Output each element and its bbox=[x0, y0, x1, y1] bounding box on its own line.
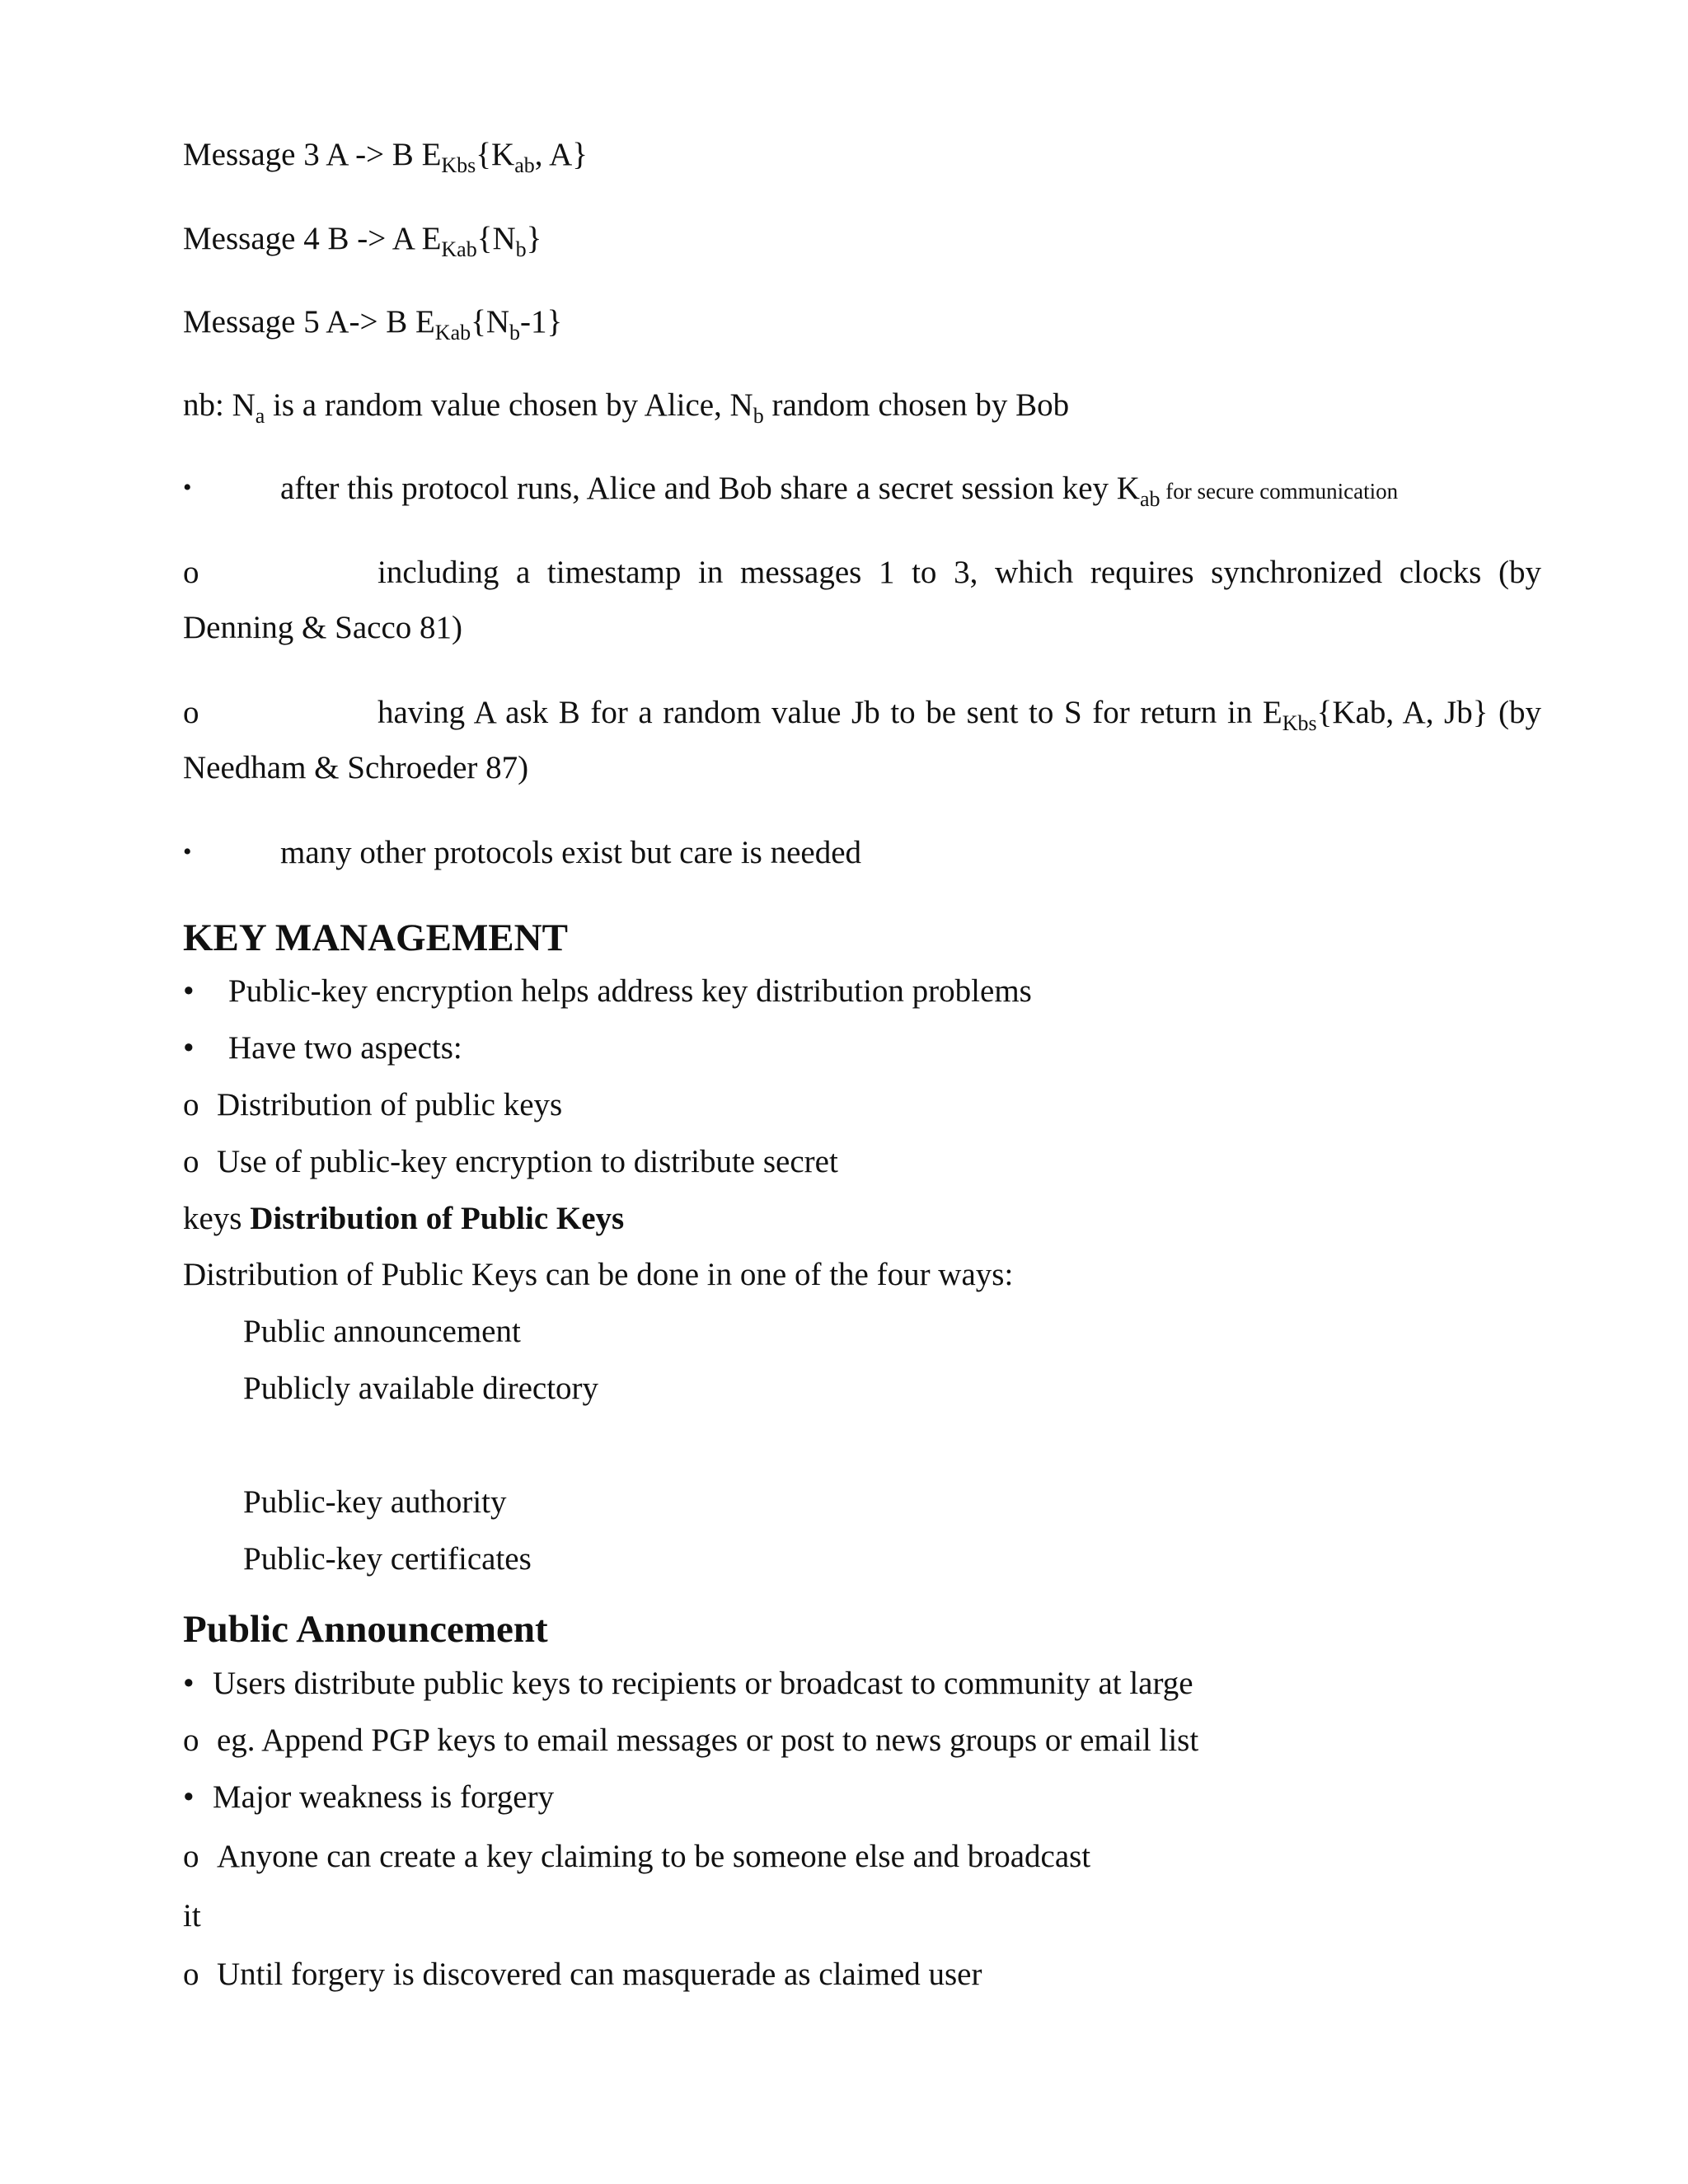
circle-bullet-icon: o bbox=[183, 1722, 199, 1758]
way-public-directory: Publicly available directory bbox=[243, 1371, 599, 1406]
circle-bullet-icon: o bbox=[183, 1839, 199, 1874]
keys-word: keys bbox=[183, 1201, 251, 1236]
message-5-open: {N bbox=[471, 304, 510, 340]
pa-item-5-text: Until forgery is discovered can masquerade as claimed user bbox=[217, 1957, 982, 1992]
public-announcement-heading: Public Announcement bbox=[183, 1608, 548, 1651]
message-5-inner-sub: b bbox=[509, 321, 521, 344]
km-item-2-text: Have two aspects: bbox=[228, 1030, 462, 1066]
message-4-inner-sub: b bbox=[515, 237, 527, 261]
message-4-open: {N bbox=[476, 221, 516, 256]
sub-item-2-sub: Kbs bbox=[1282, 711, 1317, 735]
circle-bullet-icon: o bbox=[183, 1144, 199, 1179]
nb-note bbox=[183, 387, 1070, 428]
bullet-icon: • bbox=[183, 474, 192, 501]
pa-item-4 bbox=[183, 1839, 1091, 1874]
message-3-key-sub: Kbs bbox=[441, 153, 476, 177]
key-management-heading: KEY MANAGEMENT bbox=[183, 916, 568, 959]
way-public-key-authority: Public-key authority bbox=[243, 1484, 507, 1520]
nb-sub-b: b bbox=[753, 404, 764, 428]
message-4-label: Message 4 B -> A E bbox=[183, 221, 442, 256]
pa-item-1 bbox=[183, 1666, 1193, 1701]
pa-item-1-text: Users distribute public keys to recipients or broadcast to community at large bbox=[213, 1666, 1193, 1701]
pa-item-3-text: Major weakness is forgery bbox=[213, 1779, 555, 1815]
nb-middle: is a random value chosen by Alice, N bbox=[265, 387, 753, 423]
km-item-1 bbox=[183, 973, 1032, 1009]
pa-item-4-text: Anyone can create a key claiming to be someone else and broadcast bbox=[217, 1839, 1091, 1874]
bullet-1-sub: ab bbox=[1139, 487, 1160, 511]
pa-item-3 bbox=[183, 1779, 555, 1815]
km-item-4-text: Use of public-key encryption to distribute secret bbox=[217, 1144, 838, 1179]
sub-item-2-text-b: {Kab, A, Jb} (by bbox=[1316, 695, 1541, 730]
bullet-icon: • bbox=[183, 1030, 195, 1066]
pa-item-2 bbox=[183, 1722, 1199, 1758]
way-public-announcement: Public announcement bbox=[243, 1314, 521, 1349]
message-3-close: , A} bbox=[534, 137, 588, 172]
sub-item-1-line-1: including a timestamp in messages 1 to 3, which requires synchronized clocks (by bbox=[377, 555, 1541, 590]
message-4-key-sub: Kab bbox=[441, 237, 477, 261]
bullet-1-text: after this protocol runs, Alice and Bob share a secret session key K bbox=[280, 471, 1140, 506]
km-item-3 bbox=[183, 1087, 563, 1122]
message-3-inner-sub: ab bbox=[514, 153, 535, 177]
sub-item-2-line-2: Needham & Schroeder 87) bbox=[183, 750, 529, 785]
km-item-2 bbox=[183, 1030, 462, 1066]
km-item-3-text: Distribution of public keys bbox=[217, 1087, 563, 1122]
message-5 bbox=[183, 304, 563, 344]
message-3-label: Message 3 A -> B E bbox=[183, 137, 442, 172]
km-item-1-text: Public-key encryption helps address key distribution problems bbox=[228, 973, 1032, 1009]
circle-bullet-icon: o bbox=[183, 1087, 199, 1122]
distribution-subheading: Distribution of Public Keys bbox=[250, 1201, 625, 1236]
pa-item-5 bbox=[183, 1957, 982, 1992]
way-public-key-certificates: Public-key certificates bbox=[243, 1541, 532, 1577]
circle-bullet-icon: o bbox=[183, 695, 199, 730]
circle-bullet-icon: o bbox=[183, 555, 199, 590]
message-3-open: {K bbox=[476, 137, 515, 172]
circle-bullet-icon: o bbox=[183, 1957, 199, 1992]
bullet-icon: • bbox=[183, 838, 192, 865]
bullet-2-text: many other protocols exist but care is needed bbox=[280, 835, 862, 870]
sub-item-2-line-1 bbox=[377, 695, 1541, 735]
bullet-icon: • bbox=[183, 1666, 195, 1701]
message-5-label: Message 5 A-> B E bbox=[183, 304, 435, 340]
message-3 bbox=[183, 137, 588, 177]
message-5-close: -1} bbox=[520, 304, 563, 340]
nb-sub-a: a bbox=[255, 404, 265, 428]
nb-suffix: random chosen by Bob bbox=[763, 387, 1070, 423]
message-4-close: } bbox=[526, 221, 542, 256]
bullet-icon: • bbox=[183, 1779, 195, 1815]
pa-continuation: it bbox=[183, 1898, 201, 1933]
km-item-4 bbox=[183, 1144, 838, 1179]
sub-item-1-line-2: Denning & Sacco 81) bbox=[183, 610, 463, 645]
message-4 bbox=[183, 221, 542, 261]
nb-prefix: nb: N bbox=[183, 387, 256, 423]
distribution-intro: Distribution of Public Keys can be done in one of the four ways: bbox=[183, 1257, 1014, 1292]
pa-item-2-text: eg. Append PGP keys to email messages or post to news groups or email list bbox=[217, 1722, 1199, 1758]
bullet-icon: • bbox=[183, 973, 195, 1009]
message-5-key-sub: Kab bbox=[434, 321, 471, 344]
sub-item-2-text-a: having A ask B for a random value Jb to be sent to S for return in E bbox=[377, 695, 1282, 730]
bullet-1-tail: for secure communication bbox=[1160, 479, 1399, 504]
keys-distribution-line bbox=[183, 1202, 624, 1235]
